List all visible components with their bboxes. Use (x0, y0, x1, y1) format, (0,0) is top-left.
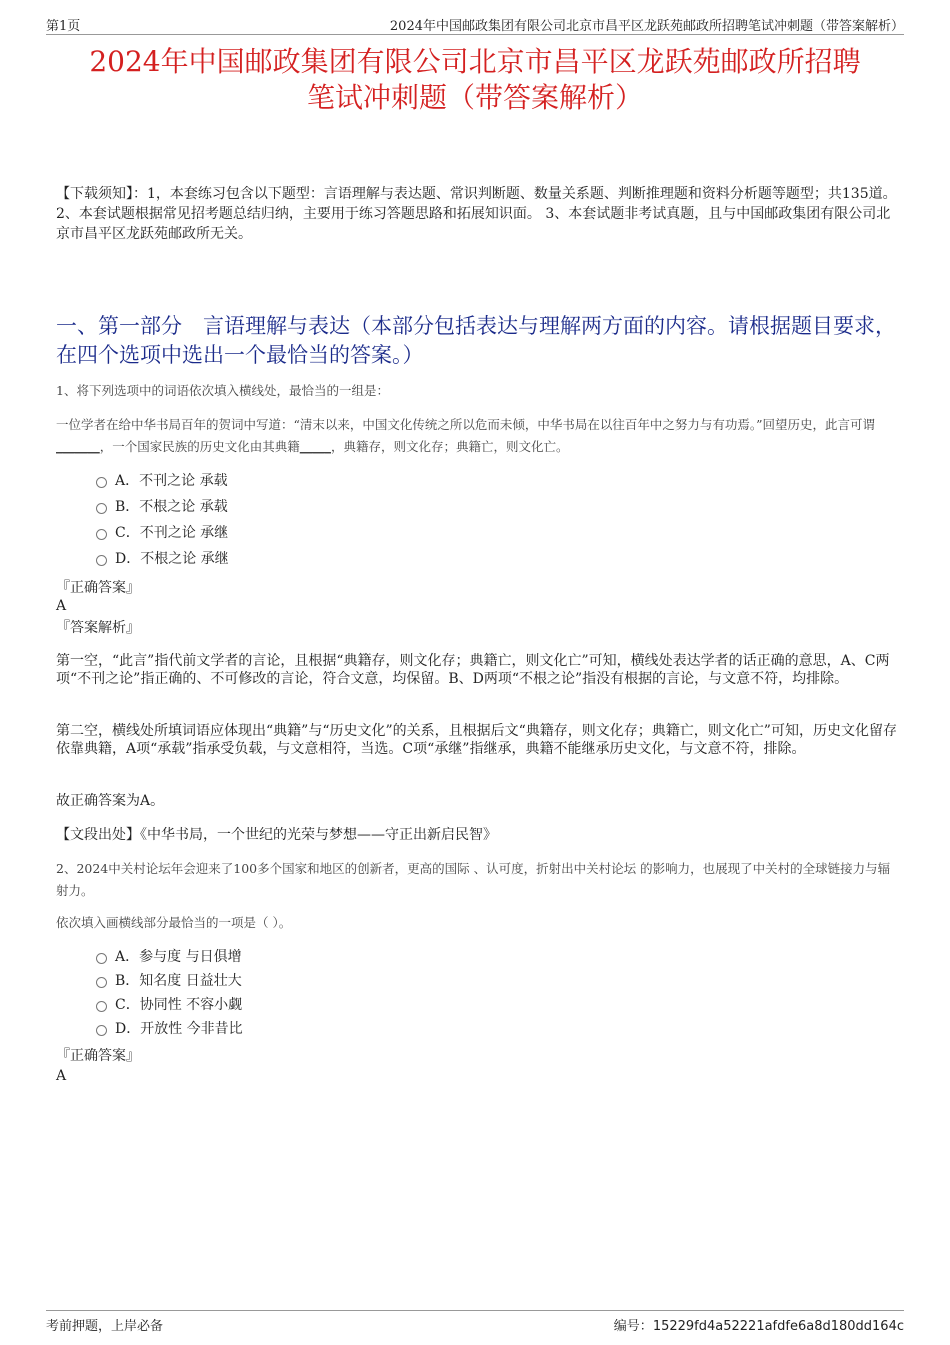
radio-icon[interactable] (96, 477, 107, 488)
page-header (46, 14, 904, 35)
option-key: B． (115, 973, 140, 989)
q1-option-a[interactable] (96, 468, 229, 494)
option-key: B． (115, 499, 140, 515)
option-text: 参与度 与日俱增 (139, 949, 242, 965)
q1-stem: 1、将下列选项中的词语依次填入横线处，最恰当的一组是： (56, 383, 389, 398)
footer-code-label: 编号： (613, 1319, 653, 1334)
q1-option-b[interactable] (96, 494, 229, 520)
q2-prompt: 依次填入画横线部分最恰当的一项是（ ）。 (56, 915, 292, 930)
q2-answer-label: 『正确答案』 (56, 1048, 140, 1064)
q1-analysis-paragraph-3: 故正确答案为A。 (56, 793, 165, 809)
option-key: C． (115, 525, 140, 541)
document-title-line-2: 笔试冲刺题（带答案解析） (306, 81, 643, 114)
q2-option-b[interactable] (96, 969, 243, 993)
q1-blank-1: _______ (56, 439, 100, 454)
radio-icon[interactable] (96, 529, 107, 540)
q1-source: 【文段出处】《中华书局，一个世纪的光荣与梦想——守正出新启民智》 (56, 827, 497, 843)
q1-passage-part-a: 一位学者在给中华书局百年的贺词中写道：“清末以来，中国文化传统之所以危而未倾，中华书局在以往百年中之努力与有功焉。”回望历史，此言可谓 (56, 417, 876, 432)
q1-answer-label: 『正确答案』 (56, 580, 140, 596)
option-text: 不根之论 承继 (140, 551, 229, 567)
q1-passage-part-b: ，一个国家民族的历史文化由其典籍 (99, 439, 300, 454)
q2-option-d[interactable] (96, 1017, 243, 1041)
q1-analysis-paragraph-1: 第一空，“此言”指代前文学者的言论，且根据“典籍存，则文化存；典籍亡，则文化亡”可知，横线处表达学者的话正确的意思，A、C两项“不刊之论”指正确的、不可修改的言论，符合文意，均保留。B、D两项“不根之论”指没有根据的言论，与文意不符，均排除。 (56, 653, 890, 687)
q1-analysis-label: 『答案解析』 (56, 620, 140, 636)
option-text: 协同性 不容小觑 (139, 997, 243, 1013)
document-title (46, 44, 904, 116)
q1-option-d[interactable] (96, 546, 229, 572)
q2-answer: A (56, 1068, 67, 1084)
option-text: 知名度 日益壮大 (139, 973, 242, 989)
q2-option-a[interactable] (96, 945, 243, 969)
page-footer (46, 1310, 904, 1334)
radio-icon[interactable] (96, 555, 107, 566)
document-title-line-1: 2024年中国邮政集团有限公司北京市昌平区龙跃苑邮政所招聘 (89, 45, 861, 78)
option-key: D． (115, 551, 141, 567)
option-text: 开放性 今非昔比 (140, 1021, 243, 1037)
q1-passage-part-c: ，典籍存，则文化存；典籍亡，则文化亡。 (331, 439, 569, 454)
header-doc-title: 2024年中国邮政集团有限公司北京市昌平区龙跃苑邮政所招聘笔试冲刺题（带答案解析） (389, 19, 904, 34)
q1-analysis-paragraph-2: 第二空，横线处所填词语应体现出“典籍”与“历史文化”的关系，且根据后文“典籍存，则文化存；典籍亡，则文化亡”可知，历史文化留存依靠典籍，A项“承载”指承受负载，与文意相符，当选。C项“承继”指继承，典籍不能继承历史文化，与文意不符，排除。 (56, 723, 897, 757)
q2-stem: 2、2024中关村论坛年会迎来了100多个国家和地区的创新者，更高的国际 、认可度，折射出中关村论坛 的影响力，也展现了中关村的全球链接力与辐射力。 (56, 861, 891, 898)
radio-icon[interactable] (96, 1001, 107, 1012)
radio-icon[interactable] (96, 1025, 107, 1036)
option-key: C． (115, 997, 140, 1013)
q1-blank-2: _____ (299, 439, 332, 454)
q2-option-c[interactable] (96, 993, 243, 1017)
section-title: 一、第一部分 言语理解与表达（本部分包括表达与理解两方面的内容。请根据题目要求，在四个选项中选出一个最恰当的答案。） (56, 314, 896, 367)
radio-icon[interactable] (96, 953, 107, 964)
q1-passage (56, 414, 898, 458)
option-key: A． (115, 949, 140, 965)
radio-icon[interactable] (96, 977, 107, 988)
radio-icon[interactable] (96, 503, 107, 514)
footer-code (614, 1315, 904, 1334)
q1-options (96, 468, 229, 572)
option-key: D． (115, 1021, 141, 1037)
footer-code-value: 15229fd4a52221afdfe6a8d180dd164c (652, 1319, 904, 1334)
option-key: A． (115, 473, 140, 489)
footer-slogan: 考前押题，上岸必备 (46, 1319, 164, 1334)
q1-answer: A (56, 598, 67, 614)
download-notice: 【下载须知】：1，本套练习包含以下题型：言语理解与表达题、常识判断题、数量关系题、判断推理题和资料分析题等题型；共135道。 2、本套试题根据常见招考题总结归纳，主要用于练习答题思路和拓展知识面。 3、本套试题非考试真题，且与中国邮政集团有限公司北京市昌平区龙跃苑邮政所无关。 (56, 186, 897, 242)
option-text: 不刊之论 承继 (139, 525, 229, 541)
q1-option-c[interactable] (96, 520, 229, 546)
page-number: 第1页 (46, 19, 81, 34)
option-text: 不刊之论 承载 (139, 473, 228, 489)
option-text: 不根之论 承载 (139, 499, 228, 515)
q2-options (96, 945, 243, 1041)
